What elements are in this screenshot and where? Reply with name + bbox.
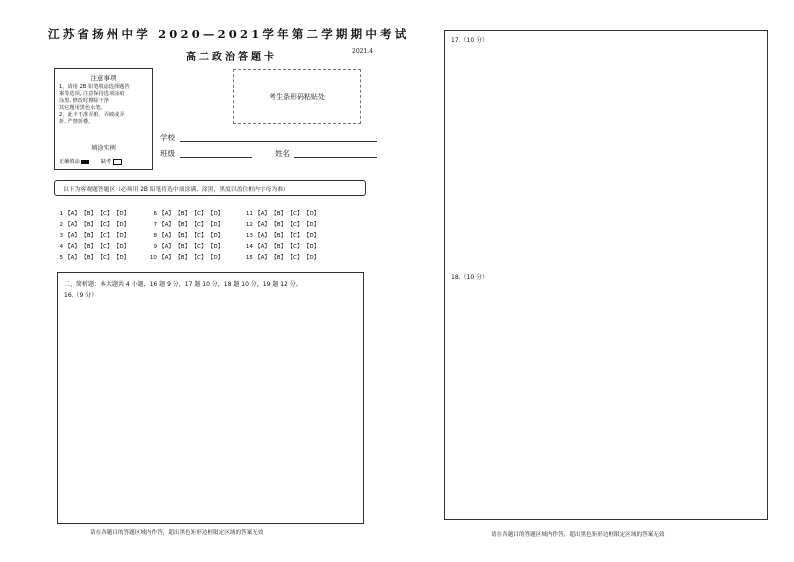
q16-label: 16.（9 分） [64,292,98,299]
mc-row[interactable]: 11 【A】 【B】 【C】 【D】 [245,211,320,217]
notice-box [54,68,153,170]
notice-line: 涂黑, 修改时擦除干净 [59,98,109,104]
notice-title: 注意事项 [90,74,117,82]
mc-row[interactable]: 1 【A】 【B】 【C】 【D】 [59,211,130,217]
q16-answer-area[interactable] [57,272,364,524]
school-label: 学校 [160,133,175,142]
school-field[interactable] [180,141,377,142]
answer-sheet-subtitle: 高二政治答题卡 [186,52,277,63]
mc-row[interactable]: 13 【A】 【B】 【C】 【D】 [245,233,320,239]
mc-row[interactable]: 9 【A】 【B】 【C】 【D】 [153,244,224,250]
absent-label: 缺考 [100,159,112,165]
mc-row[interactable]: 8 【A】 【B】 【C】 【D】 [153,233,224,239]
mc-row[interactable]: 5 【A】 【B】 【C】 【D】 [59,255,130,261]
mc-row[interactable]: 7 【A】 【B】 【C】 【D】 [153,222,224,228]
barcode-label: 考生条形码粘贴处 [269,92,325,101]
mc-row[interactable]: 4 【A】 【B】 【C】 【D】 [59,244,130,250]
footer-note-right: 请在各题目的答题区域内作答，超出黑色矩形边框限定区域的答案无效 [491,532,665,538]
notice-body [59,84,149,126]
class-label: 班级 [160,149,175,158]
exam-title: 江苏省扬州中学 2020—2021学年第二学期期中考试 [48,27,410,41]
notice-line: 折, 严禁折叠。 [59,119,94,125]
name-label: 姓名 [275,149,290,158]
mc-row[interactable]: 2 【A】 【B】 【C】 【D】 [59,222,130,228]
barcode-area [233,69,361,124]
fill-example [59,158,122,165]
mc-row[interactable]: 6 【A】 【B】 【C】 【D】 [153,211,224,217]
mc-row[interactable]: 14 【A】 【B】 【C】 【D】 [245,244,320,250]
q18-label: 18.（10 分） [451,274,489,281]
mc-row[interactable]: 15 【A】 【B】 【C】 【D】 [245,255,320,261]
mc-row[interactable]: 10 【A】 【B】 【C】 【D】 [149,255,224,261]
correct-fill-label: 正确填涂 [59,159,80,165]
q17-q18-answer-area[interactable] [444,30,768,520]
objective-banner-text: 以下为客观题答题区（必须用 2B 铅笔将选中项涂满、涂黑，黑度以盖住框内字母为准） [63,186,289,193]
filled-box-icon [81,160,89,164]
exam-date: 2021.4 [352,48,373,55]
section2-heading: 二、简析题：本大题共 4 小题，16 题 9 分，17 题 10 分，18 题 10 分，19 题 12 分。 [64,281,302,288]
notice-line: 1、请用 2B 铅笔填涂选择题答 [59,84,130,90]
notice-line: 2、此卡不准弄脏、弄破或弄 [59,112,125,118]
q17-label: 17.（10 分） [451,37,489,44]
absent-checkbox[interactable] [113,159,122,165]
objective-section-banner [54,180,366,196]
footer-note-left: 请在各题目的答题区域内作答，超出黑色矩形边框限定区域的答案无效 [90,530,264,536]
fill-example-title: 填涂实例 [91,145,116,152]
name-field[interactable] [294,157,377,158]
notice-line: 其它题用黑色水笔。 [59,105,106,111]
notice-line: 案等选项, 注意保持选项涂痕 [59,91,125,97]
mc-row[interactable]: 3 【A】 【B】 【C】 【D】 [59,233,130,239]
class-field[interactable] [180,157,252,158]
mc-row[interactable]: 12 【A】 【B】 【C】 【D】 [245,222,320,228]
